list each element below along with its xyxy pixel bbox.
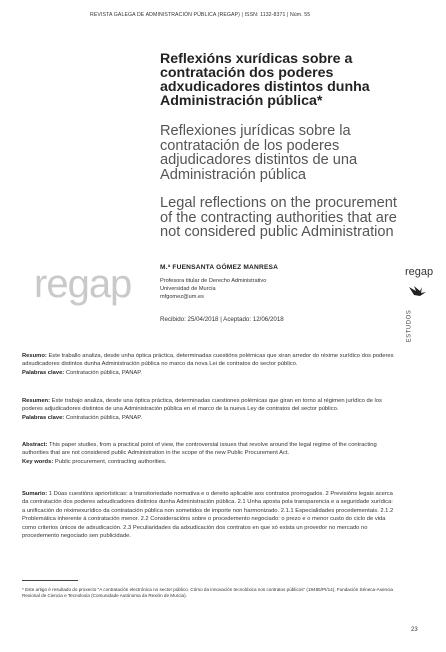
sumario-text: 1 Dúas cuestións apriorísticas: a transitoriedade normativa e o dereito aplicable aos contratos prorrogados. 2 Previsións legais acerca da contratación dos poderes adxudicadores distintos dunha Administración pública. 2.1 Unha aposta pola transparencia e a seguridade xurídica: a unificación do réximexurídico da contratación pública non sometidos de importe non harmonizado. 2.1.1 Especialidades procedementais. 2.1.2 Problemática inherente á contratación menor. 2.2 Consideracións sobre o procedemento negociado: o prezo e o menor custo do ciclo de vida como criterios únicos de adxudicación. 2.3 Peculiaridades da adxudicación dos contratos en que só exista un provedor no mercado no procedemento negociado sen publicidade. — [22, 491, 394, 540]
resumen-block — [22, 397, 396, 422]
abstract-keywords-label: Key words: — [22, 458, 54, 465]
footnote: * Este artigo é resultado do proxecto "A contratación electrónica no sector público. Cómo da innovación tecnolóxica nos contratos públicos" (19485/PI/14), Fundación Séneca-Axencia Rexional de Ciencia e Tecnoloxía (Comunidade Autónoma da Rexión de Murcia). — [22, 587, 393, 598]
abstract-label: Abstract: — [22, 442, 48, 448]
regap-logo: regap — [34, 262, 132, 306]
title-galician: Reflexións xurídicas sobre a contratación dos poderes adxudicadores distintos dunha Administración pública* — [160, 51, 370, 109]
author-email: mfgomez@um.es — [160, 294, 204, 300]
abstract-text: This paper studies, from a practical point of view, the controversial issues that revolve around the legal regime of the contracting authorities that are not considered public Administration in the scope of the new Public Procurement Act. — [22, 442, 377, 457]
author-name: M.ª FUENSANTA GÓMEZ MANRESA — [160, 264, 279, 271]
received-accepted-dates: Recibido: 25/04/2018 | Aceptado: 12/06/2018 — [160, 316, 284, 323]
journal-header: REVISTA GALEGA DE ADMINISTRACIÓN PÚBLICA (REGAP) | ISSN: 1132-8371 | Núm. 55 — [90, 12, 311, 18]
resumen-text: Este trabajo analiza, desde una óptica práctica, determinadas cuestiones polémicas que giran en torno al régimen jurídico de los poderes adjudicadores distintos de una Administración pública en el marco de la nueva Ley de contratos del sector público. — [22, 398, 382, 413]
bird-emblem-icon — [408, 284, 428, 298]
resumen-keywords: Contratación pública, PANAP. — [65, 414, 142, 421]
resumen-label: Resumen: — [22, 398, 51, 404]
resumo-text: Este traballo analiza, desde unha óptica práctica, determinadas cuestións polémicas que xiran arredor do réxime xurídico dos poderes adxudicadores distintos dunha Administración pública no marco da nova Lei de contratos do sector público. — [22, 353, 394, 368]
title-english: Legal reflections on the procurement of the contracting authorities that are not considered public Administration — [160, 195, 397, 241]
author-institution: Universidad de Murcia — [160, 286, 216, 292]
regap-small-logo: regap — [405, 266, 434, 278]
resumo-keywords: Contratación pública, PANAP. — [65, 369, 142, 376]
abstract-block — [22, 441, 396, 466]
resumen-keywords-label: Palabras clave: — [22, 414, 65, 421]
resumo-keywords-label: Palabras clave: — [22, 369, 65, 376]
resumo-label: Resumo: — [22, 353, 47, 359]
author-position: Profesora titular de Derecho Administrativo — [160, 278, 267, 284]
resumo-block — [22, 352, 396, 377]
sumario-label: Sumario: — [22, 491, 48, 497]
abstract-keywords: Public procurement, contracting authorities. — [54, 458, 167, 465]
page-number: 23 — [411, 627, 418, 633]
section-label: ESTUDOS — [406, 309, 413, 343]
footnote-separator — [22, 580, 78, 581]
title-spanish: Reflexiones jurídicas sobre la contratación de los poderes adjudicadores distintos de una Administración pública — [160, 123, 358, 183]
sumario-block — [22, 490, 396, 540]
